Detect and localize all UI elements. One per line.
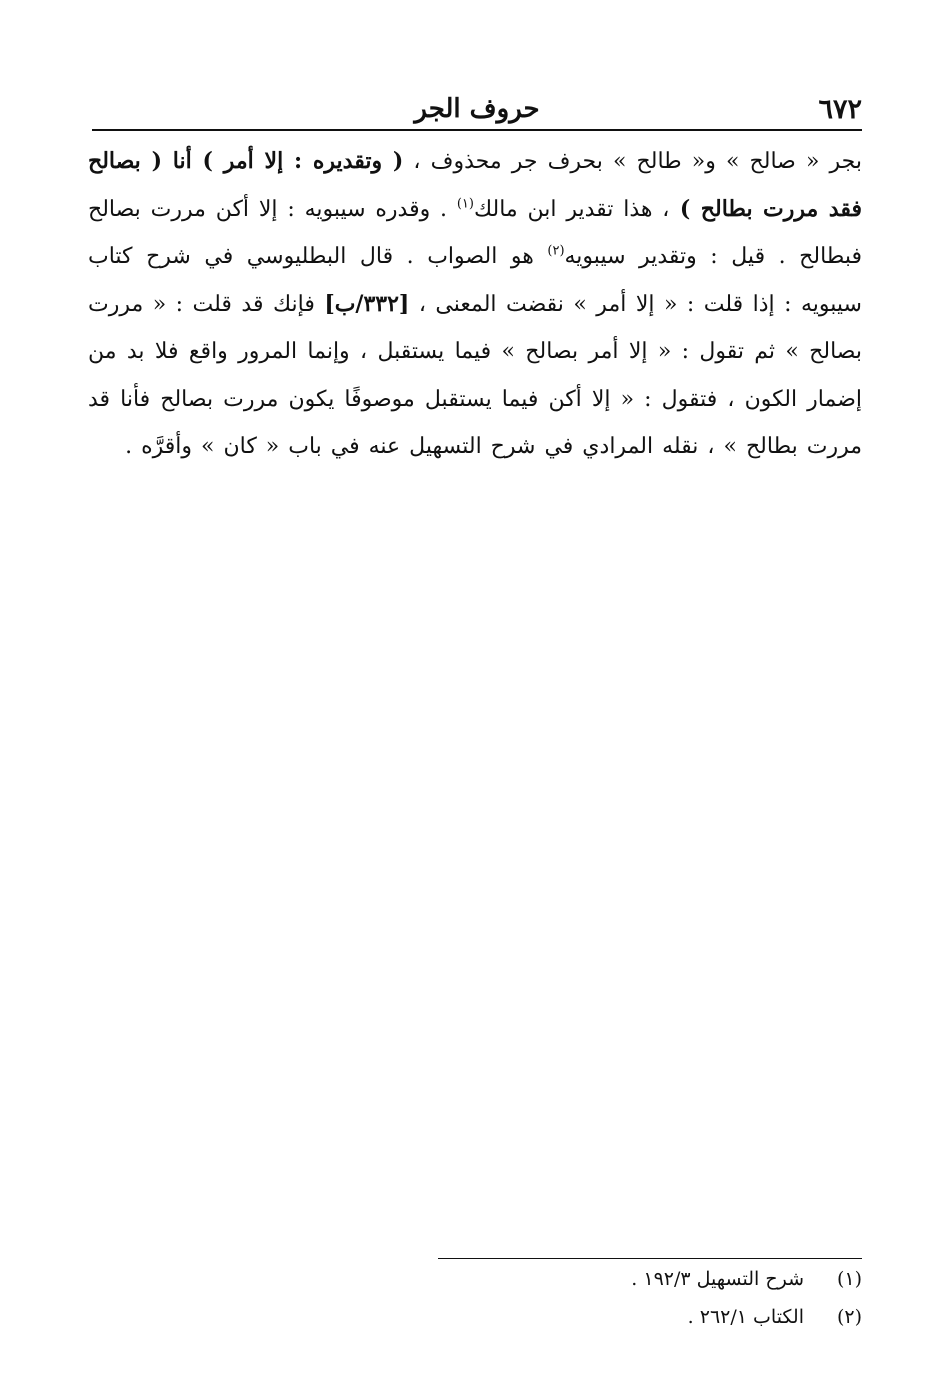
footnote-number: (٢) [836,1306,862,1328]
text-segment: . وقدره سيبويه : إلا أكن مررت بصالح فبطالح . قيل : وتقدير سيبويه [88,196,862,269]
footnote-text: الكتاب ٢٦٢/١ . [687,1306,804,1328]
text-segment: فإنك قد قلت : « مررت بصالح » ثم تقول : « إلا أمر بصالح » فيما يستقبل ، وإنما المرور واقع فلا بد من إضمار الكون ، فتقول : « إلا أكن فيما يستقبل موصوفًا يكون مررت بصالح فأنا قد مررت بطالح » ، نقله المرادي في شرح التسهيل عنه في باب « كان » وأقرَّه . [88,291,862,459]
main-text [88,138,862,471]
footnote-number: (١) [836,1268,862,1290]
text-segment: هو الصواب . قال البطليوسي في شرح كتاب سيبويه : إذا قلت : « إلا أمر » نقضت المعنى ، [88,244,862,317]
bold-quote: ( وتقديره : إلا أمر ) أنا ( بصالح فقد مررت بطالح ) [88,148,862,222]
footnote-ref-1: (١) [456,196,474,212]
footnote-rule [438,1258,862,1259]
footnote-1 [438,1268,862,1306]
running-title: حروف الجر [414,94,540,124]
footnote-text: شرح التسهيل ١٩٢/٣ . [631,1268,804,1290]
header-rule [92,129,862,131]
text-segment: ، هذا تقدير ابن مالك [473,196,670,222]
manuscript-marker: [٣٣٢/ب] [324,290,410,317]
text-segment: بجر « صالح » و« طالح » بحرف جر محذوف ، [403,149,863,174]
footnote-2 [438,1306,862,1344]
footnotes [438,1268,862,1344]
paragraph [88,138,862,471]
page-number: ٦٧٢ [818,94,862,125]
footnote-ref-2: (٢) [547,243,565,259]
page-header [92,92,862,132]
